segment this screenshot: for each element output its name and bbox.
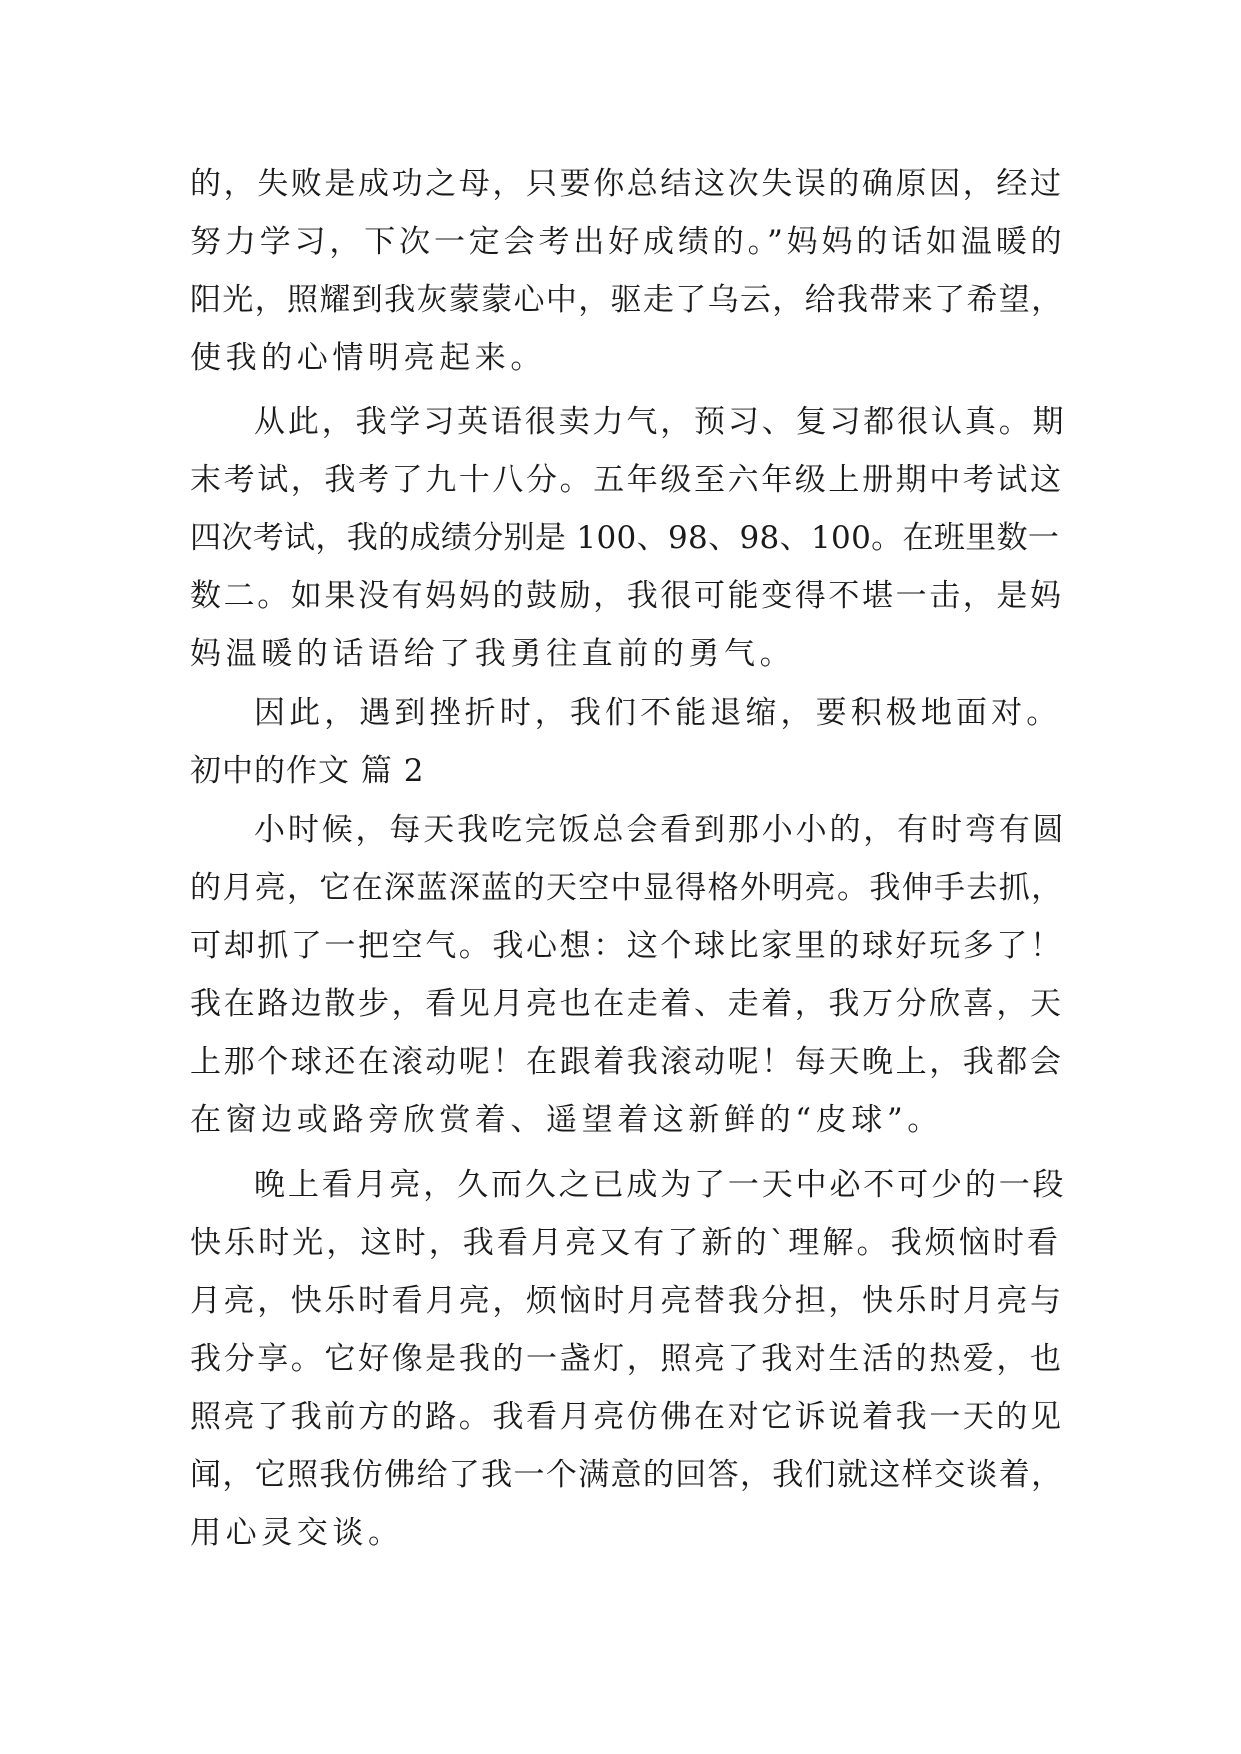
paragraph-line: 四次考试，我的成绩分别是 100、98、98、100。在班里数一 — [190, 520, 1060, 556]
paragraph-line: 在窗边或路旁欣赏着、遥望着这新鲜的“皮球”。 — [190, 1102, 943, 1138]
paragraph-line: 数二。如果没有妈妈的鼓励，我很可能变得不堪一击，是妈 — [190, 578, 1064, 614]
paragraph-line: 月亮，快乐时看月亮，烦恼时月亮替我分担，快乐时月亮与 — [190, 1283, 1064, 1319]
paragraph-line: 我在路边散步，看见月亮也在走着、走着，我万分欣喜，天 — [190, 986, 1064, 1022]
paragraph-line: 小时候，每天我吃完饭总会看到那小小的，有时弯有圆 — [254, 812, 1067, 848]
paragraph-line: 可却抓了一把空气。我心想：这个球比家里的球好玩多了！ — [190, 928, 1064, 964]
paragraph-line: 快乐时光，这时，我看月亮又有了新的`理解。我烦恼时看 — [190, 1225, 1062, 1261]
paragraph-line: 晚上看月亮，久而久之已成为了一天中必不可少的一段 — [254, 1167, 1067, 1203]
paragraph-line: 阳光，照耀到我灰蒙蒙心中，驱走了乌云，给我带来了希望， — [190, 282, 1064, 318]
document-page — [190, 0, 1066, 1754]
paragraph-line: 因此，遇到挫折时，我们不能退缩，要积极地面对。 — [254, 695, 1062, 731]
paragraph-line: 上那个球还在滚动呢！在跟着我滚动呢！每天晚上，我都会 — [190, 1044, 1064, 1080]
paragraph-line: 末考试，我考了九十八分。五年级至六年级上册期中考试这 — [190, 462, 1064, 498]
paragraph-line: 用心灵交谈。 — [190, 1515, 404, 1551]
paragraph-line: 的月亮，它在深蓝深蓝的天空中显得格外明亮。我伸手去抓， — [190, 870, 1064, 906]
section-heading: 初中的作文 篇 2 — [190, 753, 425, 789]
paragraph-line: 努力学习，下次一定会考出好成绩的。”妈妈的话如温暖的 — [190, 224, 1066, 260]
paragraph-line: 从此，我学习英语很卖力气，预习、复习都很认真。期 — [254, 404, 1067, 440]
paragraph-line: 的，失败是成功之母，只要你总结这次失误的确原因，经过 — [190, 166, 1064, 202]
paragraph-line: 我分享。它好像是我的一盏灯，照亮了我对生活的热爱，也 — [190, 1341, 1064, 1377]
paragraph-line: 照亮了我前方的路。我看月亮仿佛在对它诉说着我一天的见 — [190, 1399, 1064, 1435]
paragraph-line: 妈温暖的话语给了我勇往直前的勇气。 — [190, 636, 796, 672]
paragraph-line: 闻，它照我仿佛给了我一个满意的回答，我们就这样交谈着， — [190, 1457, 1064, 1493]
paragraph-line: 使我的心情明亮起来。 — [190, 340, 546, 376]
